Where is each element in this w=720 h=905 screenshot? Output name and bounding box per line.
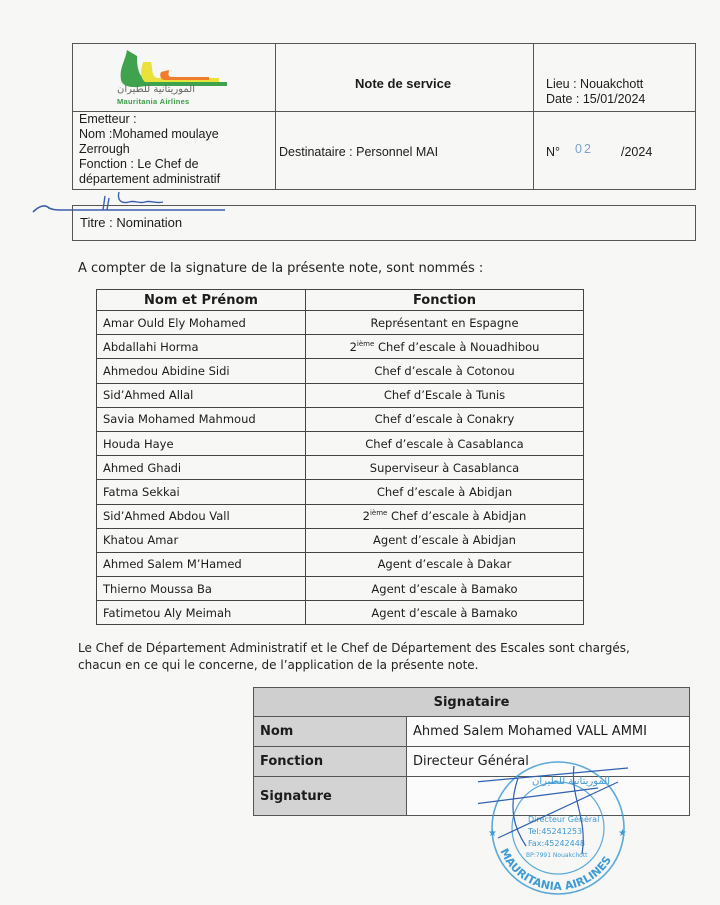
nominee-function: Agent d’escale à Dakar: [306, 552, 584, 576]
table-row: [97, 335, 584, 359]
table-row: [97, 528, 584, 552]
rank-suffix: ième: [356, 339, 375, 348]
rank-prefix: 2: [362, 509, 370, 524]
nominee-function: Chef d’escale à Cotonou: [306, 359, 584, 383]
emetteur-function: Fonction : Le Chef de: [79, 157, 199, 171]
table-row: [97, 407, 584, 431]
location: Lieu : Nouakchott: [546, 77, 644, 91]
nominee-function: Chef d’escale à Casablanca: [306, 431, 584, 455]
nominee-name: Thierno Moussa Ba: [97, 577, 306, 601]
date: Date : 15/01/2024: [546, 92, 646, 106]
divider: [533, 44, 534, 189]
nominee-function: [306, 504, 584, 528]
document-title: Titre : Nomination: [80, 215, 183, 230]
nominee-name: Fatimetou Aly Meimah: [97, 601, 306, 625]
rank-suffix: ième: [369, 509, 388, 518]
rank-prefix: 2: [349, 339, 357, 354]
number-prefix: N°: [546, 145, 561, 159]
nominee-name: Abdallahi Horma: [97, 335, 306, 359]
nominee-function: Agent d’escale à Bamako: [306, 577, 584, 601]
table-header-row: [97, 290, 584, 311]
nominee-function: Agent d’escale à Abidjan: [306, 528, 584, 552]
header-table: [72, 43, 696, 190]
recipient: Destinataire : Personnel MAI: [279, 145, 439, 159]
nominee-function: Agent d’escale à Bamako: [306, 601, 584, 625]
function-text: Chef d’escale à Abidjan: [391, 509, 527, 524]
signatory-header-row: [254, 688, 690, 717]
emetteur-label: Emetteur :: [79, 112, 137, 126]
emetteur-name: Nom :Mohamed moulaye: [79, 127, 219, 141]
nominee-name: Savia Mohamed Mahmoud: [97, 407, 306, 431]
signatory-label-signature: Signature: [254, 777, 407, 816]
column-header-function: Fonction: [306, 290, 584, 311]
signatory-row: [254, 717, 690, 747]
table-row: [97, 431, 584, 455]
divider: [275, 44, 276, 189]
divider: [73, 111, 695, 112]
table-row: [97, 456, 584, 480]
signatory-label-name: Nom: [254, 717, 407, 747]
nominee-function: Chef d’Escale à Tunis: [306, 383, 584, 407]
table-row: [97, 601, 584, 625]
signatory-label-function: Fonction: [254, 747, 407, 777]
nominee-name: Fatma Sekkai: [97, 480, 306, 504]
stamp-title: Directeur Général: [528, 815, 600, 824]
stamp-outer-text: MAURITANIA AIRLINES: [497, 846, 615, 894]
column-header-name: Nom et Prénom: [97, 290, 306, 311]
number-year: /2024: [621, 145, 653, 159]
emetteur-function-cont: département administratif: [79, 172, 221, 186]
document-type: Note de service: [355, 76, 452, 91]
table-row: [97, 383, 584, 407]
nominee-name: Ahmedou Abidine Sidi: [97, 359, 306, 383]
table-row: [97, 504, 584, 528]
intro-text: A compter de la signature de la présente note, sont nommés :: [78, 261, 484, 276]
nominee-name: Sid’Ahmed Allal: [97, 383, 306, 407]
stamp-tel: Tel:45241253: [528, 827, 583, 836]
closing-text-line1: Le Chef de Département Administratif et le Chef de Département des Escales sont chargés,: [78, 641, 630, 655]
number-value: 02: [575, 142, 593, 156]
nominee-function: Superviseur à Casablanca: [306, 456, 584, 480]
signatory-value-function: Directeur Général: [407, 747, 690, 777]
stamp-bp: BP:7991 Nouakchott: [526, 852, 588, 859]
nominee-function: Représentant en Espagne: [306, 311, 584, 335]
emetteur-name-cont: Zerrough: [79, 142, 130, 156]
official-stamp: [478, 758, 638, 898]
nominee-name: Sid’Ahmed Abdou Vall: [97, 504, 306, 528]
nominee-function: [306, 335, 584, 359]
star-icon: ★: [618, 828, 627, 839]
nominee-name: Ahmed Salem M’Hamed: [97, 552, 306, 576]
nominations-table: [96, 289, 584, 625]
closing-text-line2: chacun en ce qui le concerne, de l’application de la présente note.: [78, 658, 479, 672]
signatory-header: Signataire: [254, 688, 690, 717]
table-row: [97, 359, 584, 383]
stamp-fax: Fax:45242448: [528, 839, 585, 848]
logo-brand-text: Mauritania Airlines: [117, 97, 190, 106]
table-row: [97, 311, 584, 335]
nominee-name: Khatou Amar: [97, 528, 306, 552]
table-row: [97, 480, 584, 504]
nominee-function: Chef d’escale à Abidjan: [306, 480, 584, 504]
nominee-name: Amar Ould Ely Mohamed: [97, 311, 306, 335]
function-text: Chef d’escale à Nouadhibou: [377, 339, 540, 354]
table-row: [97, 577, 584, 601]
title-box: [72, 205, 696, 241]
logo-arabic-text: الموريتانية للطيران: [117, 84, 196, 95]
star-icon: ★: [488, 828, 497, 839]
nominee-function: Chef d’escale à Conakry: [306, 407, 584, 431]
table-row: [97, 552, 584, 576]
stamp-arabic-text: الموريتانية للطيران: [532, 776, 611, 787]
signatory-value-name: Ahmed Salem Mohamed VALL AMMI: [407, 717, 690, 747]
nominee-name: Houda Haye: [97, 431, 306, 455]
nominee-name: Ahmed Ghadi: [97, 456, 306, 480]
